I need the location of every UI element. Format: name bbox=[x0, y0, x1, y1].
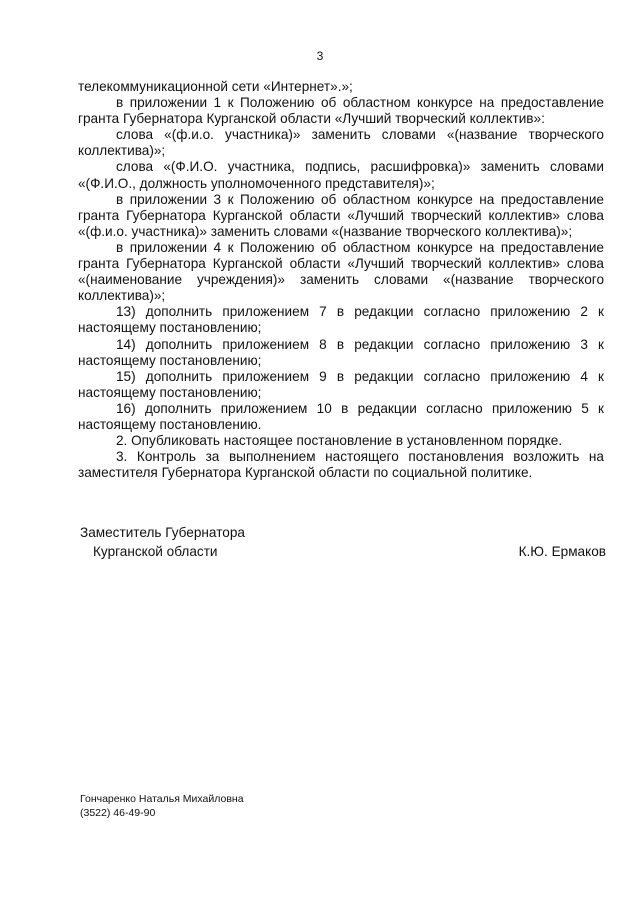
signatory-name: К.Ю. Ермаков bbox=[518, 544, 606, 559]
paragraph-8: 14) дополнить приложением 8 в редакции согласно приложению 3 к настоящему постановлению; bbox=[78, 336, 604, 368]
paragraph-7: 13) дополнить приложением 7 в редакции согласно приложению 2 к настоящему постановлению; bbox=[78, 304, 604, 336]
paragraph-9: 15) дополнить приложением 9 в редакции согласно приложению 4 к настоящему постановлению; bbox=[78, 368, 604, 400]
executor-footer bbox=[80, 792, 244, 820]
signatory-title-line-2: Курганской области bbox=[93, 544, 218, 559]
paragraph-2: в приложении 1 к Положению об областном конкурсе на предоставление гранта Губернатора Курганской области «Лучший творческий коллектив»: bbox=[78, 95, 604, 127]
signatory-title-line-1: Заместитель Губернатора bbox=[80, 525, 245, 540]
paragraph-10: 16) дополнить приложением 10 в редакции согласно приложению 5 к настоящему постановлению. bbox=[78, 400, 604, 432]
page-number: 3 bbox=[316, 49, 324, 63]
paragraph-5: в приложении 3 к Положению об областном конкурсе на предоставление гранта Губернатора Курганской области «Лучший творческий коллектив» слова «(ф.и.о. участника)» заменить словами «(название творческого коллектива)»; bbox=[78, 191, 604, 239]
paragraph-1: телекоммуникационной сети «Интернет».»; bbox=[78, 79, 353, 94]
paragraph-11: 2. Опубликовать настоящее постановление в установленном порядке. bbox=[116, 433, 563, 449]
signature-block bbox=[80, 523, 606, 561]
paragraph-4: слова «(Ф.И.О. участника, подпись, расшифровка)» заменить словами «(Ф.И.О., должность уполномоченного представителя)»; bbox=[78, 159, 604, 191]
executor-name: Гончаренко Наталья Михайловна bbox=[80, 793, 244, 805]
executor-phone: (3522) 46-49-90 bbox=[80, 807, 156, 819]
document-body bbox=[78, 79, 604, 481]
paragraph-6: в приложении 4 к Положению об областном конкурсе на предоставление гранта Губернатора Курганской области «Лучший творческий коллектив» слова «(наименование учреждения)» заменить словами «(название творческого коллектива)»; bbox=[78, 239, 604, 304]
paragraph-12: 3. Контроль за выполнением настоящего постановления возложить на заместителя Губернатора Курганской области по социальной политике. bbox=[78, 449, 604, 481]
paragraph-3: слова «(ф.и.о. участника)» заменить словами «(название творческого коллектива)»; bbox=[78, 127, 604, 159]
